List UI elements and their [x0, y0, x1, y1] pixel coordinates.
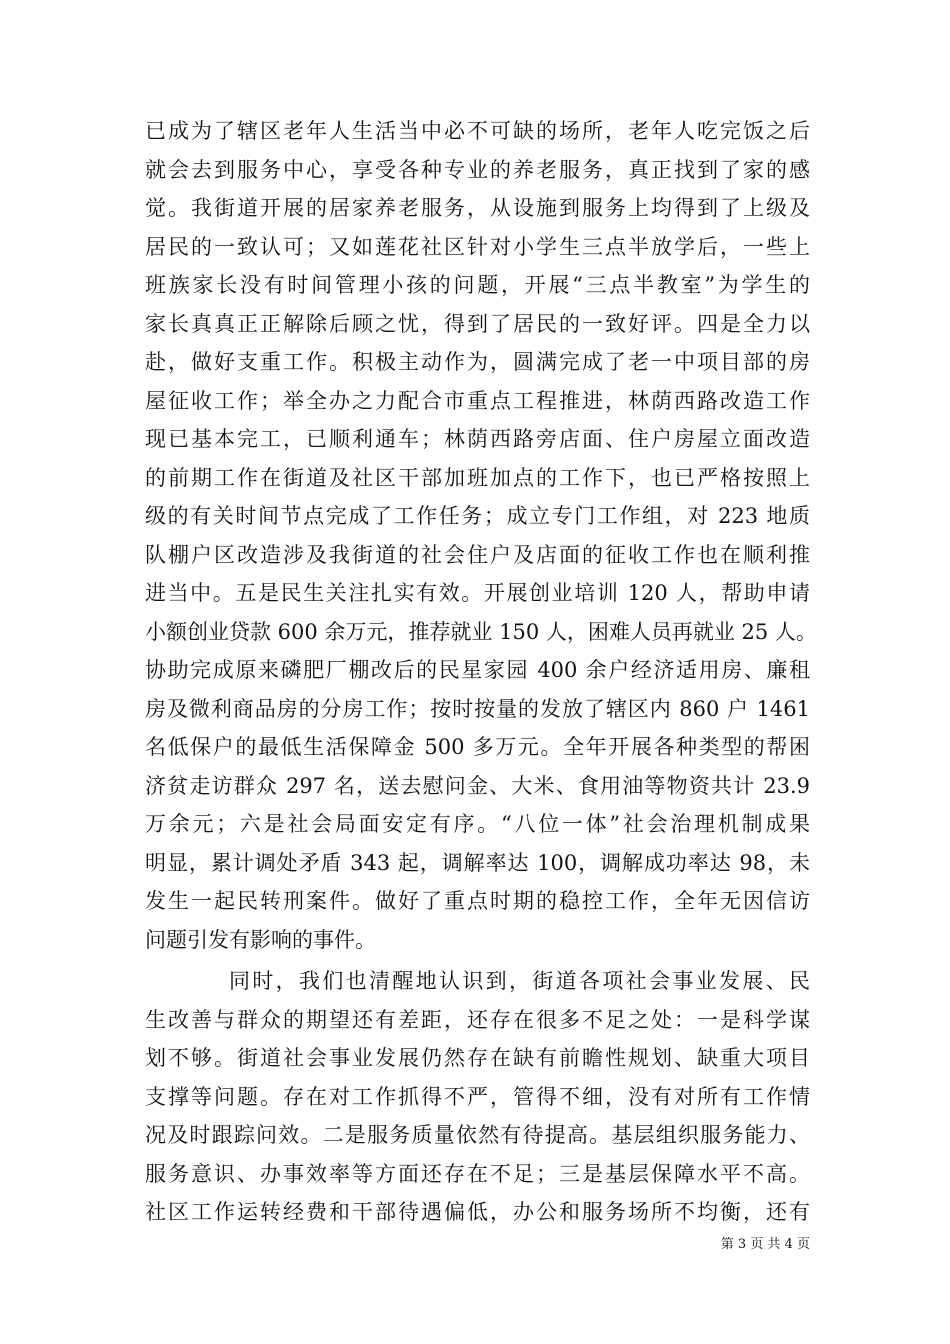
text-line: 级的有关时间节点完成了工作任务；成立专门工作组，对 223 地质 [145, 504, 810, 528]
text-line: 房及微利商品房的分房工作；按时按量的发放了辖区内 860 户 1461 [145, 696, 810, 721]
text-line: 万余元；六是社会局面安定有序。“八位一体”社会治理机制成果 [145, 812, 810, 836]
text-line: 居民的一致认可；又如莲花社区针对小学生三点半放学后，一些上 [145, 234, 810, 259]
text-line: 同时，我们也清醒地认识到，街道各项社会事业发展、民 [229, 969, 810, 993]
body-text [145, 112, 817, 1232]
text-line: 发生一起民转刑案件。做好了重点时期的稳控工作，全年无因信访 [145, 889, 810, 913]
text-line: 明显，累计调处矛盾 343 起，调解率达 100，调解成功率达 98，未 [145, 850, 810, 875]
text-line: 家长真真正正解除后顾之忧，得到了居民的一致好评。四是全力以 [145, 311, 810, 336]
page-number-footer: 第 3 页 共 4 页 [720, 1237, 810, 1252]
text-line: 觉。我街道开展的居家养老服务，从设施到服务上均得到了上级及 [145, 196, 810, 220]
text-line: 划不够。街道社会事业发展仍然存在缺有前瞻性规划、缺重大项目 [145, 1046, 810, 1070]
text-line: 社区工作运转经费和干部待遇偏低，办公和服务场所不均衡，还有 [145, 1200, 810, 1224]
text-line: 已成为了辖区老年人生活当中必不可缺的场所，老年人吃完饭之后 [145, 119, 810, 143]
text-line: 屋征收工作；举全办之力配合市重点工程推进，林荫西路改造工作 [145, 388, 810, 413]
text-line: 进当中。五是民生关注扎实有效。开展创业培训 120 人，帮助申请 [145, 581, 810, 605]
text-line: 支撑等问题。存在对工作抓得不严，管得不细，没有对所有工作情 [145, 1084, 810, 1109]
text-line: 赴，做好支重工作。积极主动作为，圆满完成了老一中项目部的房 [145, 350, 810, 374]
text-line: 生改善与群众的期望还有差距，还存在很多不足之处：一是科学谋 [145, 1007, 810, 1032]
text-line: 班族家长没有时间管理小孩的问题，开展“三点半教室”为学生的 [145, 273, 810, 297]
paragraph-2 [145, 962, 810, 1232]
text-line: 协助完成原来磷肥厂棚改后的民星家园 400 余户经济适用房、廉租 [145, 658, 810, 682]
text-line: 况及时跟踪问效。二是服务质量依然有待提高。基层组织服务能力、 [145, 1123, 810, 1147]
text-line: 现已基本完工，已顺利通车；林荫西路旁店面、住户房屋立面改造 [145, 427, 810, 451]
text-line: 济贫走访群众 297 名，送去慰问金、大米、食用油等物资共计 23.9 [145, 773, 810, 798]
text-line: 队棚户区改造涉及我街道的社会住户及店面的征收工作也在顺利推 [145, 542, 810, 567]
text-line: 小额创业贷款 600 余万元，推荐就业 150 人，困难人员再就业 25 人。 [145, 619, 817, 644]
text-line: 服务意识、办事效率等方面还存在不足；三是基层保障水平不高。 [145, 1161, 810, 1186]
paragraph-1 [145, 112, 817, 959]
text-line: 问题引发有影响的事件。 [145, 927, 376, 952]
text-line: 名低保户的最低生活保障金 500 多万元。全年开展各种类型的帮困 [145, 735, 810, 759]
text-line: 的前期工作在街道及社区干部加班加点的工作下，也已严格按照上 [145, 465, 810, 490]
text-line: 就会去到服务中心，享受各种专业的养老服务，真正找到了家的感 [145, 157, 810, 182]
